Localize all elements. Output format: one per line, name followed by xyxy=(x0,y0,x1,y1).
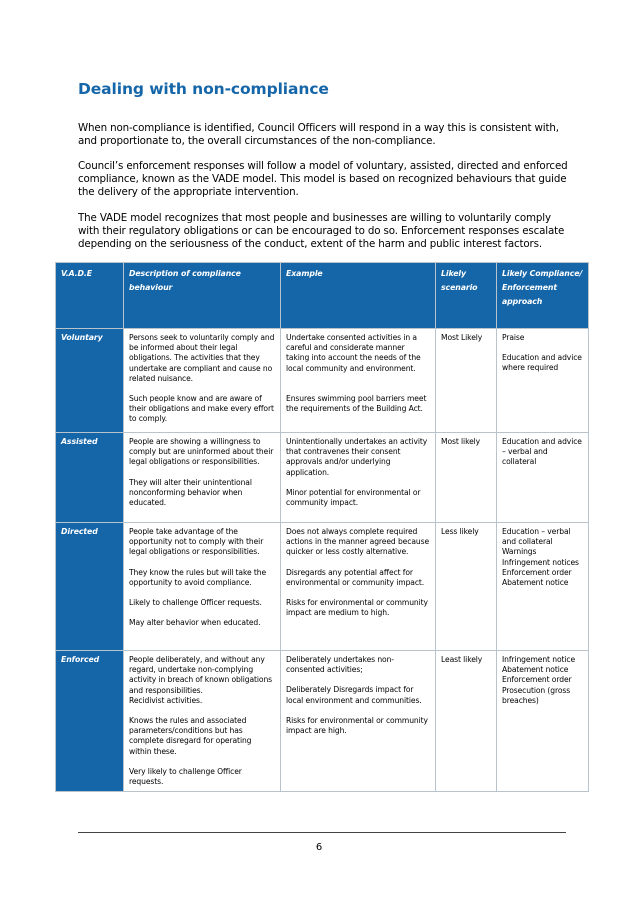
page-number: 6 xyxy=(315,842,323,853)
page-title: Dealing with non-compliance xyxy=(78,80,329,98)
example-text: Minor potential for environmental or community impact. xyxy=(286,487,421,508)
escalation-paragraph: The VADE model recognizes that most people and businesses are willing to voluntarily comply with their regulatory obligations or can be encouraged to do so. Enforcement responses escalate depending on the seriousness of the conduct, extent of the harm and public interest factors. xyxy=(78,212,565,251)
header-example: Example xyxy=(281,263,436,329)
approach-cell xyxy=(497,523,589,651)
table-row xyxy=(56,433,589,523)
row-level-cell: Directed xyxy=(56,523,124,651)
description-cell xyxy=(124,651,281,792)
description-cell xyxy=(124,329,281,433)
description-text: Persons seek to voluntarily comply and be informed about their legal obligations. The activities that they undertake are compliant and cause no related nuisance. xyxy=(129,333,275,383)
description-text: Likely to challenge Officer requests. xyxy=(129,598,262,608)
scenario-cell: Least likely xyxy=(436,651,497,792)
description-text: Such people know and are aware of their obligations and make every effort to comply. xyxy=(129,394,274,424)
example-text: Does not always complete required actions in the manner agreed because quicker or less costly alternative. xyxy=(286,527,430,557)
approach-text: Education and advice – verbal and collateral xyxy=(502,437,582,467)
example-text: Deliberately Disregards impact for local environment and communities. xyxy=(286,685,422,705)
table-header-row xyxy=(56,263,589,329)
table-row xyxy=(56,651,589,792)
description-text: They know the rules but will take the opportunity to avoid compliance. xyxy=(129,567,267,587)
approach-text: Infringement notice Abatement notice Enforcement order Prosecution (gross breaches) xyxy=(502,655,576,705)
example-text: Deliberately undertakes non-consented activities; xyxy=(286,655,394,675)
example-text: Risks for environmental or community impact are high. xyxy=(286,715,428,736)
description-cell xyxy=(124,523,281,651)
example-text: Disregards any potential affect for environmental or community impact. xyxy=(286,567,425,587)
description-text: People are showing a willingness to comply but are uninformed about their legal obligations or responsibilities. xyxy=(129,437,274,467)
approach-text: Education and advice where required xyxy=(502,353,582,373)
header-scenario: Likely scenario xyxy=(436,263,497,329)
vade-model-paragraph: Council’s enforcement responses will follow a model of voluntary, assisted, directed and enforced compliance, known as the VADE model. This model is based on recognized behaviours that guide the delivery of the appropriate intervention. xyxy=(78,160,568,199)
header-vade: V.A.D.E xyxy=(56,263,124,329)
header-description: Description of compliance behaviour xyxy=(124,263,281,329)
table-row xyxy=(56,523,589,651)
description-text: Very likely to challenge Officer requests. xyxy=(129,766,242,787)
description-text: People take advantage of the opportunity not to comply with their legal obligations or responsibilities. xyxy=(129,527,264,557)
approach-text: Praise xyxy=(502,333,525,342)
description-text: People deliberately, and without any regard, undertake non-complying activity in breach of known obligations and responsibilities. Recidivist activities. xyxy=(129,655,273,705)
footer-divider xyxy=(78,832,566,833)
description-text: They will alter their unintentional nonconforming behavior when educated. xyxy=(129,477,252,508)
approach-cell xyxy=(497,433,589,523)
table-row xyxy=(56,329,589,433)
approach-text: Education – verbal and collateral Warnings Infringement notices Enforcement order Abatement notice xyxy=(502,527,579,588)
example-text: Ensures swimming pool barriers meet the requirements of the Building Act. xyxy=(286,394,427,414)
header-approach: Likely Compliance/ Enforcement approach xyxy=(497,263,589,329)
description-cell xyxy=(124,433,281,523)
description-text: Knows the rules and associated parameters/conditions but has complete disregard for operating within these. xyxy=(129,716,252,756)
intro-paragraph: When non-compliance is identified, Council Officers will respond in a way this is consistent with, and proportionate to, the overall circumstances of the non-compliance. xyxy=(78,122,559,148)
scenario-cell: Less likely xyxy=(436,523,497,651)
row-level-cell: Assisted xyxy=(56,433,124,523)
approach-cell xyxy=(497,329,589,433)
table-body xyxy=(56,329,589,792)
scenario-cell: Most likely xyxy=(436,433,497,523)
example-text: Unintentionally undertakes an activity that contravenes their consent approvals and/or underlying application. xyxy=(286,437,428,477)
example-text: Risks for environmental or community impact are medium to high. xyxy=(286,598,428,618)
row-level-cell: Voluntary xyxy=(56,329,124,433)
example-cell xyxy=(281,523,436,651)
scenario-cell: Most Likely xyxy=(436,329,497,433)
approach-cell xyxy=(497,651,589,792)
vade-table xyxy=(55,262,589,792)
example-cell xyxy=(281,651,436,792)
description-text: May alter behavior when educated. xyxy=(129,618,261,628)
example-cell xyxy=(281,329,436,433)
row-level-cell: Enforced xyxy=(56,651,124,792)
example-text: Undertake consented activities in a careful and considerate manner taking into account the needs of the local community and environment. xyxy=(286,333,421,373)
example-cell xyxy=(281,433,436,523)
